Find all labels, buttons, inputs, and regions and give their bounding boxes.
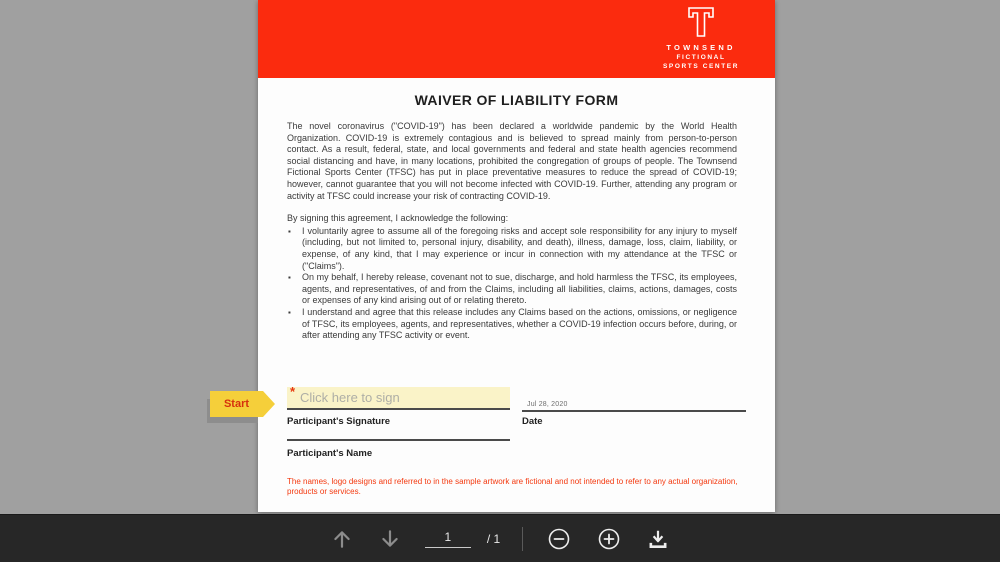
brand-line2: FICTIONAL	[676, 54, 726, 61]
document-page	[223, 0, 775, 512]
start-tab[interactable]	[210, 391, 263, 417]
date-label: Date	[522, 416, 543, 427]
participant-name-label: Participant's Name	[287, 448, 373, 459]
acknowledge-bullet-list	[287, 226, 737, 342]
start-tab-arrow-icon	[263, 391, 275, 417]
sign-field-placeholder: Click here to sign	[300, 390, 400, 405]
start-tab-label: Start	[223, 398, 250, 410]
document-header-band	[258, 0, 775, 78]
date-value: Jul 28, 2020	[527, 401, 568, 408]
page-down-button[interactable]	[377, 526, 403, 552]
brand-name: TOWNSEND	[666, 43, 736, 52]
acknowledge-heading: By signing this agreement, I acknowledge the following:	[287, 213, 509, 224]
document-title: WAIVER OF LIABILITY FORM	[414, 92, 619, 108]
brand-logo	[649, 5, 753, 71]
required-asterisk-icon: *	[290, 384, 296, 399]
intro-paragraph: The novel coronavirus ("COVID-19") has been declared a worldwide pandemic by the World Health Organization. COVID-19 is extremely contagious and is believed to spread mainly from person-to-person contact. As a result, federal, state, and local governments and federal and state health agencies recommend social distancing and have, in many locations, prohibited the congregation of groups of people. The Townsend Fictional Sports Center (TFSC) has put in place preventative measures to reduce the spread of COVID-19; however, cannot guarantee that you will not become infected with COVID-19. Further, attending any program or activity at TFSC could increase your risk of contracting COVID-19.	[287, 121, 737, 201]
signature-sign-field[interactable]	[287, 384, 510, 410]
viewer-toolbar	[0, 514, 1000, 562]
toolbar-divider	[522, 527, 523, 551]
participant-name-field[interactable]	[287, 420, 510, 441]
page-up-icon	[331, 528, 353, 550]
zoom-in-button[interactable]	[595, 525, 623, 553]
download-icon	[647, 528, 669, 550]
participant-signature-label: Participant's Signature	[287, 416, 391, 427]
bullet-item: ▪ I voluntarily agree to assume all of the foregoing risks and accept sole responsibility for any injury to myself (including, but not limited to, personal injury, disability, and death), illness, damage, loss, claim, liability, or expense, of any kind, that I may experience or incur in connection with my attendance at the TFSC or ("Claims").	[287, 226, 737, 272]
zoom-in-icon	[597, 527, 621, 551]
bullet-item: ▪ I understand and agree that this release includes any Claims based on the actions, omissions, or negligence of TFSC, its employees, agents, and representatives, whether a COVID-19 infection occurs before, during, or after attending any TFSC activity or event.	[287, 307, 737, 342]
page-total-label: / 1	[486, 531, 501, 546]
document-body	[258, 108, 775, 342]
download-button[interactable]	[645, 526, 671, 552]
page-up-button[interactable]	[329, 526, 355, 552]
fictional-disclaimer: The names, logo designs and referred to in the sample artwork are fictional and not intended to refer to any actual organization, products or services.	[287, 477, 738, 496]
page-down-icon	[379, 528, 401, 550]
bullet-item: ▪ On my behalf, I hereby release, covenant not to sue, discharge, and hold harmless the TFSC, its employees, agents, and representatives, of and from the Claims, including all liabilities, claims, actions, damages, costs or expenses of any kind arising out of or relating thereto.	[287, 272, 737, 307]
brand-line3: SPORTS CENTER	[662, 63, 740, 70]
townsend-t-logo-icon	[684, 5, 718, 39]
page-number-input[interactable]	[425, 530, 471, 548]
date-field	[522, 398, 746, 412]
zoom-out-icon	[547, 527, 571, 551]
zoom-out-button[interactable]	[545, 525, 573, 553]
